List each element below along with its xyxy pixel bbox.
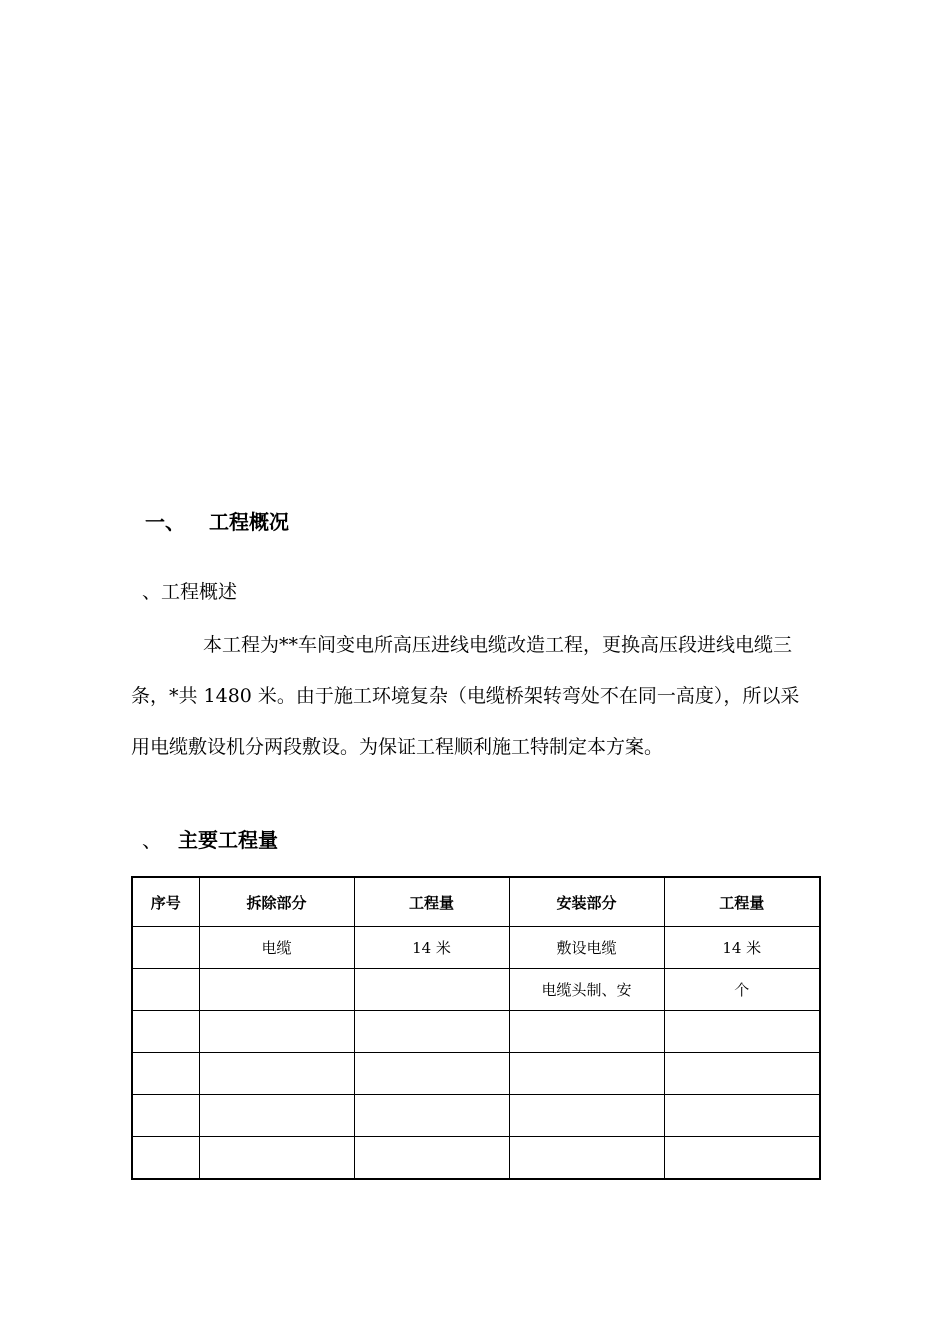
table-cell: 14 米 <box>354 927 509 969</box>
table-cell <box>664 1137 820 1180</box>
table-cell <box>354 1137 509 1180</box>
table-row <box>132 969 820 1011</box>
table-row <box>132 1095 820 1137</box>
table-cell <box>664 1095 820 1137</box>
table-cell <box>199 1095 354 1137</box>
table-cell <box>199 969 354 1011</box>
header-installation-quantity: 工程量 <box>664 877 820 927</box>
table-cell <box>354 1053 509 1095</box>
table-cell <box>664 1053 820 1095</box>
table-cell: 个 <box>664 969 820 1011</box>
table-cell <box>132 969 199 1011</box>
table-cell <box>132 1053 199 1095</box>
table-cell <box>199 1137 354 1180</box>
table-row <box>132 1053 820 1095</box>
header-installation-part: 安装部分 <box>509 877 664 927</box>
subsection-title: 主要工程量 <box>178 828 278 852</box>
table-cell <box>664 1011 820 1053</box>
subsection-heading-overview: 、工程概述 <box>142 581 238 603</box>
section-number: 一、 <box>145 510 185 534</box>
table-header-row <box>132 877 820 927</box>
table-cell <box>509 1011 664 1053</box>
table-cell: 电缆 <box>199 927 354 969</box>
table-cell <box>132 1011 199 1053</box>
header-serial-number: 序号 <box>132 877 199 927</box>
table-cell <box>354 1095 509 1137</box>
table-cell: 敷设电缆 <box>509 927 664 969</box>
table-cell <box>354 1011 509 1053</box>
table-cell <box>132 927 199 969</box>
table-cell <box>132 1095 199 1137</box>
table-cell <box>199 1053 354 1095</box>
table-cell <box>354 969 509 1011</box>
quantity-table <box>131 876 821 1180</box>
table-cell <box>509 1095 664 1137</box>
table-row <box>132 927 820 969</box>
table-cell: 电缆头制、安 <box>509 969 664 1011</box>
table-cell <box>199 1011 354 1053</box>
table-cell: 14 米 <box>664 927 820 969</box>
table-cell <box>509 1137 664 1180</box>
header-removal-part: 拆除部分 <box>199 877 354 927</box>
table-row <box>132 1011 820 1053</box>
overview-paragraph: 本工程为**车间变电所高压进线电缆改造工程，更换高压段进线电缆三条，*共 1480 米。由于施工环境复杂（电缆桥架转弯处不在同一高度），所以采用电缆敷设机分两段敷设。为保证工程顺利施工特制定本方案。 <box>131 634 800 758</box>
table-cell <box>509 1053 664 1095</box>
section-heading <box>145 508 289 536</box>
subsection-number: 、 <box>142 828 162 852</box>
table-row <box>132 1137 820 1180</box>
table-cell <box>132 1137 199 1180</box>
subsection-heading-quantities <box>142 826 278 854</box>
section-title: 工程概况 <box>209 510 289 534</box>
header-removal-quantity: 工程量 <box>354 877 509 927</box>
